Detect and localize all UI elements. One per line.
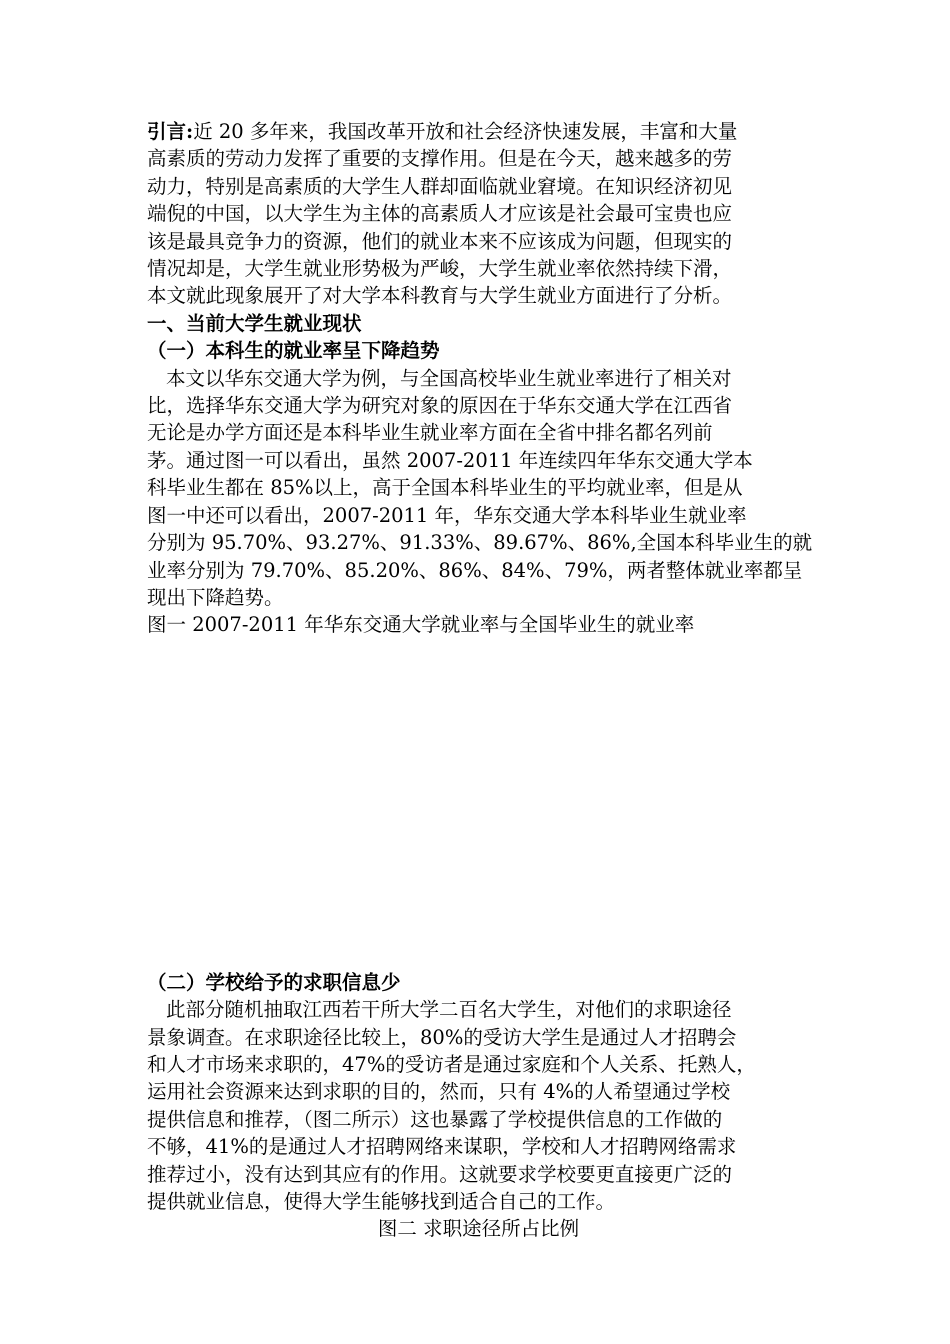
intro-line: 本文就此现象展开了对大学本科教育与大学生就业方面进行了分析。 [147, 284, 733, 308]
figure-1-placeholder [147, 639, 810, 969]
intro-line: 引言:近 20 多年来，我国改革开放和社会经济快速发展，丰富和大量 [147, 120, 738, 143]
paragraph-line: 本文以华东交通大学为例，与全国高校毕业生就业率进行了相关对 [166, 366, 732, 390]
paragraph-line: 茅。通过图一可以看出，虽然 2007-2011 年连续四年华东交通大学本 [147, 448, 753, 472]
paragraph-line: 景象调查。在求职途径比较上，80%的受访大学生是通过人才招聘会 [147, 1025, 737, 1049]
paragraph-line: 分别为 95.70%、93.27%、91.33%、89.67%、86%,全国本科毕业生的就 [147, 531, 813, 555]
subsection-heading-2: （二）学校给予的求职信息少 [147, 970, 401, 994]
intro-line: 动力，特别是高素质的大学生人群却面临就业窘境。在知识经济初见 [147, 174, 733, 198]
document-body [147, 118, 813, 1243]
intro-label: 引言: [147, 120, 194, 143]
paragraph-line: 现出下降趋势。 [147, 585, 284, 609]
paragraph-line: 提供信息和推荐，（图二所示）这也暴露了学校提供信息的工作做的 [147, 1107, 723, 1131]
paragraph-line: 科毕业生都在 85%以上，高于全国本科毕业生的平均就业率，但是从 [147, 476, 743, 500]
intro-line: 该是最具竞争力的资源，他们的就业本来不应该成为问题，但现实的 [147, 229, 733, 253]
paragraph-line: 无论是办学方面还是本科毕业生就业率方面在全省中排名都名列前 [147, 421, 713, 445]
subsection-2-paragraph [147, 996, 810, 1215]
paragraph-line: 推荐过小，没有达到其应有的作用。这就要求学校要更直接更广泛的 [147, 1162, 733, 1186]
intro-line: 情况却是，大学生就业形势极为严峻，大学生就业率依然持续下滑， [147, 257, 733, 281]
paragraph-line: 图一中还可以看出，2007-2011 年，华东交通大学本科毕业生就业率 [147, 503, 747, 527]
subsection-heading-1: （一）本科生的就业率呈下降趋势 [147, 339, 440, 363]
intro-paragraph [147, 118, 810, 310]
figure-1-caption: 图一 2007-2011 年华东交通大学就业率与全国毕业生的就业率 [147, 613, 695, 637]
paragraph-line: 运用社会资源来达到求职的目的，然而，只有 4%的人希望通过学校 [147, 1080, 731, 1104]
section-heading: 一、当前大学生就业现状 [147, 311, 362, 335]
paragraph-line: 和人才市场来求职的，47%的受访者是通过家庭和个人关系、托熟人， [147, 1052, 756, 1076]
intro-line: 端倪的中国，以大学生为主体的高素质人才应该是社会最可宝贵也应 [147, 202, 733, 226]
paragraph-line: 比，选择华东交通大学为研究对象的原因在于华东交通大学在江西省 [147, 394, 733, 418]
subsection-1-paragraph [147, 365, 813, 612]
paragraph-line: 提供就业信息，使得大学生能够找到适合自己的工作。 [147, 1189, 616, 1213]
paragraph-line: 不够，41%的是通过人才招聘网络来谋职，学校和人才招聘网络需求 [147, 1135, 737, 1159]
intro-line: 高素质的劳动力发挥了重要的支撑作用。但是在今天，越来越多的劳 [147, 147, 733, 171]
paragraph-line: 业率分别为 79.70%、85.20%、86%、84%、79%，两者整体就业率都呈 [147, 558, 803, 582]
figure-2-caption: 图二 求职途径所占比例 [377, 1217, 580, 1241]
paragraph-line: 此部分随机抽取江西若干所大学二百名大学生，对他们的求职途径 [166, 998, 732, 1022]
